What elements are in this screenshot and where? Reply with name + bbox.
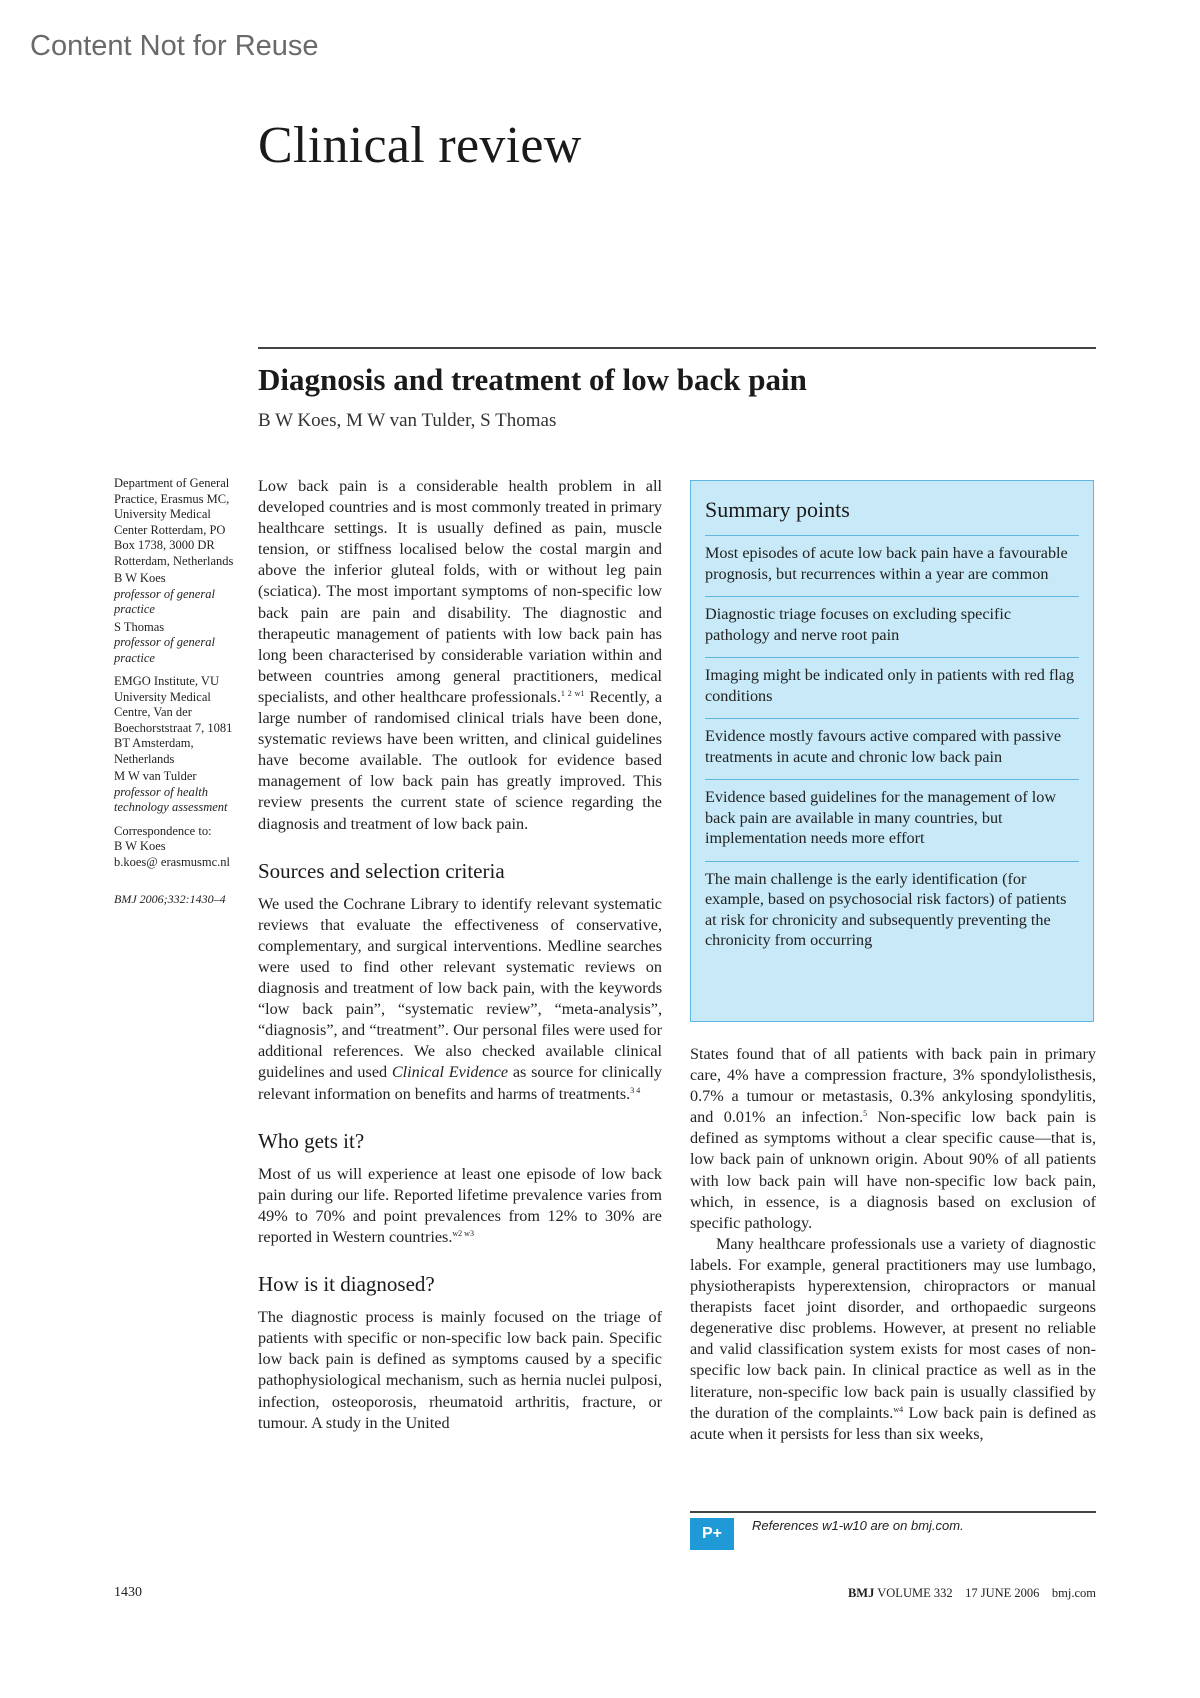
correspondence-label: Correspondence to: [114, 823, 212, 838]
author-3-role: professor of health technology assessment [114, 784, 228, 814]
column-right [690, 1044, 1096, 1445]
journal-name: BMJ [847, 1586, 875, 1600]
ref-superscript[interactable]: w4 [893, 1404, 904, 1414]
correspondence-name: B W Koes [114, 839, 166, 853]
heading-who: Who gets it? [258, 1128, 365, 1153]
references-rule [690, 1511, 1096, 1513]
who-paragraph: Most of us will experience at least one episode of low back pain during our life. Reported lifetime prevalence varies from 49% to 70% and point prevalences from 12% to 30% are reported in Western countries.$^{w2 w3}$ [258, 1164, 662, 1246]
pplus-icon[interactable]: P+ [690, 1518, 734, 1550]
heading-sources: Sources and selection criteria [258, 858, 505, 883]
body-paragraph: States found that of all patients with back pain in primary care, 4% have a compression fracture, 3% spondylolisthesis, 0.7% a tumour or metastasis, 0.3% ankylosing spondylitis, and 0.01% an infection.$^5$ Non-specific low back pain is defined as symptoms without a clear specific cause—that is, low back pain of unknown origin. About 90% of all patients with low back pain will have non-specific low back pain, which, in essence, is a diagnosis based on exclusion of specific pathology. [690, 1045, 1097, 1232]
intro-paragraph: Low back pain is a considerable health problem in all developed countries and is most commonly treated in primary healthcare settings. It is usually defined as pain, muscle tension, or stiffness localised below the costal margin and above the inferior gluteal folds, with or without leg pain (sciatica). The most important symptoms of non-specific low back pain are pain and disability. The diagnostic and therapeutic management of patients with low back pain has long been characterised by considerable variation within and between countries among general practitioners, medical specialists, and other healthcare professionals.$^{1 2 w1}$ Recently, a large number of randomised clinical trials have been done, systematic reviews have been written, and clinical guidelines have become available. The outlook for evidence based management of low back pain has greatly improved. This review presents the current state of science regarding the diagnosis and treatment of low back pain. [258, 477, 663, 833]
ref-superscript[interactable]: 5 [863, 1109, 868, 1119]
summary-box [690, 480, 1094, 1022]
sources-paragraph: We used the Cochrane Library to identify relevant systematic reviews that evaluate the effectiveness of conservative, complementary, and surgical interventions. Medline searches were used to find other relevant systematic reviews on diagnosis and treatment of low back pain, with the keywords “low back pain”, “systematic review”, “meta-analysis”, “diagnosis”, and “treatment”. Our personal files were used for additional references. We also checked available clinical guidelines and used Clinical Evidence as source for clinically relevant information on benefits and harms of treatments.$^{3 4}$ [258, 894, 662, 1103]
column-left [258, 476, 662, 1434]
summary-point: Evidence mostly favours active compared with passive treatments in acute and chronic low back pain [705, 718, 1079, 779]
summary-point: Imaging might be indicated only in patients with red flag conditions [705, 657, 1079, 718]
summary-heading: Summary points [705, 497, 850, 522]
author-1-name: B W Koes [114, 571, 166, 585]
page-footer [848, 1586, 1096, 1601]
diagnosed-paragraph: The diagnostic process is mainly focused on the triage of patients with specific or non-specific low back pain. Specific low back pain is defined as symptoms caused by a specific pathophysiological mechanism, such as hernia nuclei pulposi, infection, osteoporosis, rheumatoid arthritis, fracture, or tumour. A study in the United [258, 1308, 662, 1432]
author-3-name: M W van Tulder [114, 769, 197, 783]
title-rule [258, 347, 1096, 349]
ref-superscript[interactable]: w2 w3 [452, 1229, 474, 1238]
section-title: Clinical review [258, 117, 582, 174]
heading-diagnosed: How is it diagnosed? [258, 1272, 435, 1297]
correspondence-email[interactable]: b.koes@ erasmusmc.nl [114, 854, 231, 869]
author-2-role: professor of general practice [114, 635, 215, 665]
ref-superscript[interactable]: 3 4 [630, 1085, 641, 1095]
article-title: Diagnosis and treatment of low back pain [258, 362, 807, 397]
affiliation-institute: EMGO Institute, VU University Medical Centre, Van der Boechorststraat 7, 1081 BT Amsterdam, Netherlands [114, 674, 233, 766]
page-number: 1430 [114, 1585, 142, 1600]
summary-point: Most episodes of acute low back pain have a favourable prognosis, but recurrences within a year are common [705, 535, 1079, 596]
summary-point: Diagnostic triage focuses on excluding specific pathology and nerve root pain [705, 596, 1079, 657]
affiliations-sidebar [114, 476, 234, 908]
ref-superscript[interactable]: 1 2 w1 [560, 688, 585, 698]
body-paragraph: Many healthcare professionals use a variety of diagnostic labels. For example, general practitioners may use lumbago, physiotherapists hyperextension, chiropractors or manual therapists facet joint disorder, and orthopaedic surgeons degenerative disc problems. However, at present no reliable and valid classification system exists for most cases of non-specific low back pain. In clinical practice as well as in the literature, non-specific low back pain is usually classified by the duration of the complaints.$^{w4}$ Low back pain is defined as acute when it persists for less than six weeks, [690, 1234, 1096, 1443]
author-2-name: S Thomas [114, 619, 165, 634]
affiliation-dept: Department of General Practice, Erasmus MC, University Medical Center Rotterdam, PO Box 1738, 3000 DR Rotterdam, Netherlands [114, 476, 234, 568]
summary-point: The main challenge is the early identification (for example, based on psychosocial risk factors) of patients at risk for chronicity and subsequently preventing the chronicity from occurring [705, 861, 1079, 963]
summary-point: Evidence based guidelines for the management of low back pain are available in many countries, but implementation needs more effort [705, 779, 1079, 861]
citation: BMJ 2006;332:1430–4 [114, 892, 226, 906]
references-note: References w1-w10 are on bmj.com. [752, 1518, 964, 1533]
author-1-role: professor of general practice [114, 586, 215, 616]
article-authors: B W Koes, M W van Tulder, S Thomas [258, 410, 557, 431]
footer-details: VOLUME 332 17 JUNE 2006 bmj.com [877, 1586, 1096, 1600]
watermark: Content Not for Reuse [30, 30, 319, 62]
